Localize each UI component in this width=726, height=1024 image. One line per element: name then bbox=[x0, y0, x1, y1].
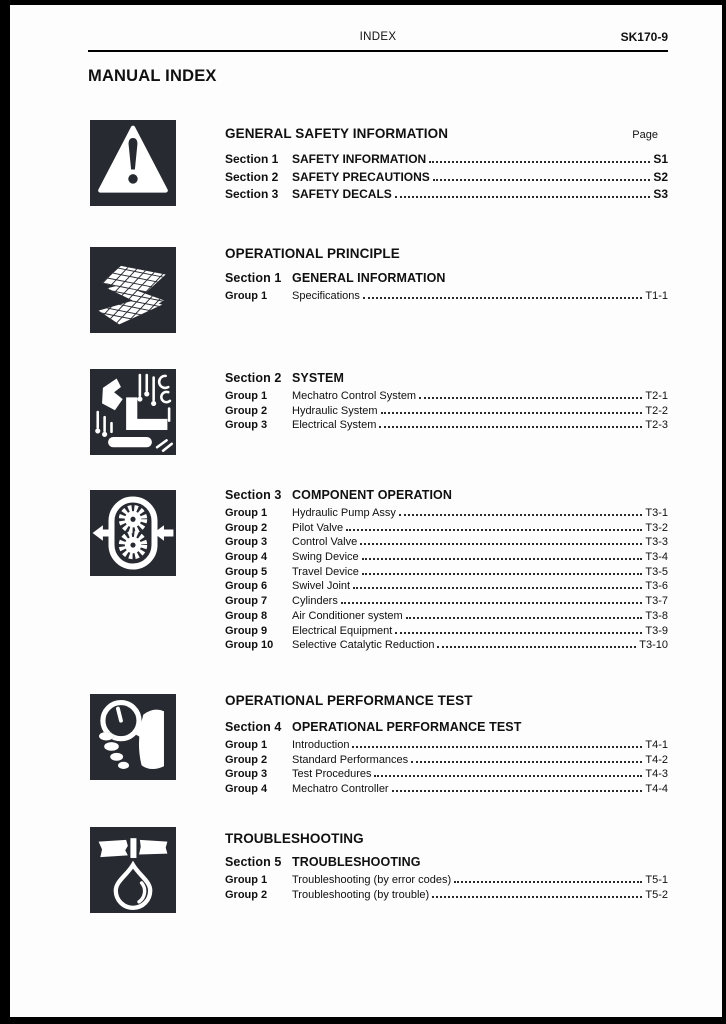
dot-leader bbox=[352, 746, 642, 748]
s-mark-logo-icon bbox=[90, 247, 176, 333]
scan-border-left bbox=[0, 0, 10, 1024]
entry-label: Group 1 bbox=[225, 290, 268, 302]
index-entry bbox=[225, 404, 668, 419]
dot-leader bbox=[395, 632, 642, 634]
entry-page: T3-3 bbox=[645, 536, 668, 549]
section-label: Section 4 bbox=[225, 720, 282, 734]
entry-title: Electrical System bbox=[292, 419, 377, 432]
block-title-row bbox=[225, 831, 668, 846]
entry-label: Group 9 bbox=[225, 624, 268, 637]
circuit-board-icon bbox=[90, 369, 176, 455]
dot-leader bbox=[379, 426, 642, 428]
dot-leader bbox=[362, 558, 643, 560]
entry-label: Section 2 bbox=[225, 169, 279, 184]
warning-triangle-icon bbox=[90, 120, 176, 206]
dot-leader bbox=[360, 543, 642, 545]
block-title: OPERATIONAL PRINCIPLE bbox=[225, 246, 400, 261]
entry-label: Group 3 bbox=[225, 536, 268, 549]
index-entry bbox=[225, 873, 668, 888]
dot-leader bbox=[411, 761, 642, 763]
entry-label: Group 10 bbox=[225, 639, 274, 652]
entry-title: Air Conditioner system bbox=[292, 609, 403, 622]
section-heading bbox=[225, 488, 668, 503]
entry-label: Group 1 bbox=[225, 507, 268, 519]
dot-leader bbox=[381, 412, 643, 414]
entry-page: T3-4 bbox=[645, 551, 668, 564]
index-entry bbox=[225, 535, 668, 550]
entry-page: T1-1 bbox=[645, 290, 668, 302]
index-entry bbox=[225, 565, 668, 580]
entry-title: Pilot Valve bbox=[292, 521, 344, 534]
index-entry bbox=[225, 550, 668, 565]
entry-page: S1 bbox=[653, 152, 668, 166]
dot-leader bbox=[454, 881, 642, 883]
index-entry bbox=[225, 521, 668, 536]
dot-leader bbox=[419, 397, 642, 399]
section-title: COMPONENT OPERATION bbox=[292, 488, 453, 502]
entry-page: T2-2 bbox=[645, 404, 668, 417]
section-heading bbox=[225, 855, 668, 870]
entry-title: Electrical Equipment bbox=[292, 624, 393, 637]
entry-page: T4-1 bbox=[645, 739, 668, 751]
entry-title: Specifications bbox=[292, 290, 360, 302]
index-entry bbox=[225, 888, 668, 903]
entry-title: Introduction bbox=[292, 739, 350, 751]
scan-border-right bbox=[722, 0, 726, 1024]
entry-label: Group 1 bbox=[225, 739, 268, 751]
section-label: Section 5 bbox=[225, 855, 282, 869]
entry-title: Troubleshooting (by trouble) bbox=[292, 888, 430, 901]
entry-label: Group 1 bbox=[225, 874, 268, 886]
entry-title: Travel Device bbox=[292, 565, 359, 578]
index-entry bbox=[225, 169, 668, 187]
dot-leader bbox=[395, 196, 651, 198]
section-title: OPERATIONAL PERFORMANCE TEST bbox=[292, 720, 522, 734]
entry-page: T3-5 bbox=[645, 565, 668, 578]
index-entry bbox=[225, 289, 668, 304]
index-entry bbox=[225, 506, 668, 521]
entry-label: Group 2 bbox=[225, 404, 268, 417]
index-entry bbox=[225, 609, 668, 624]
entry-page: S3 bbox=[653, 187, 668, 201]
entry-title: Standard Performances bbox=[292, 753, 409, 766]
entry-title: SAFETY INFORMATION bbox=[292, 152, 427, 166]
index-entry bbox=[225, 579, 668, 594]
block-system bbox=[225, 371, 668, 433]
section-heading bbox=[225, 720, 668, 735]
entry-label: Section 3 bbox=[225, 187, 279, 201]
entry-label: Group 4 bbox=[225, 783, 268, 796]
entry-page: T3-8 bbox=[645, 609, 668, 622]
index-entry bbox=[225, 151, 668, 169]
entry-title: SAFETY PRECAUTIONS bbox=[292, 169, 430, 184]
entry-title: SAFETY DECALS bbox=[292, 187, 392, 201]
section-title: GENERAL INFORMATION bbox=[292, 271, 446, 285]
entry-title: Mechatro Controller bbox=[292, 783, 389, 796]
dot-leader bbox=[432, 896, 642, 898]
block-operational-principle bbox=[225, 246, 668, 304]
entry-title: Cylinders bbox=[292, 595, 338, 608]
entry-title: Test Procedures bbox=[292, 768, 372, 781]
entry-label: Group 3 bbox=[225, 768, 268, 781]
entry-title: Swivel Joint bbox=[292, 580, 351, 593]
dot-leader bbox=[437, 646, 636, 648]
entry-label: Group 3 bbox=[225, 419, 268, 432]
index-entry bbox=[225, 638, 668, 653]
dot-leader bbox=[399, 514, 642, 516]
entry-title: Control Valve bbox=[292, 536, 358, 549]
block-general-safety-information bbox=[225, 126, 668, 204]
entry-label: Group 4 bbox=[225, 551, 268, 564]
block-operational-performance-test bbox=[225, 693, 668, 797]
entry-page: T4-2 bbox=[645, 753, 668, 766]
entry-page: T5-1 bbox=[645, 874, 668, 886]
index-entry bbox=[225, 782, 668, 797]
entry-page: T2-1 bbox=[645, 390, 668, 402]
index-entry bbox=[225, 767, 668, 782]
section-heading bbox=[225, 271, 668, 286]
index-entry bbox=[225, 418, 668, 433]
entry-label: Section 1 bbox=[225, 152, 279, 166]
header-rule bbox=[88, 50, 668, 52]
page-column-label: Page bbox=[632, 129, 658, 141]
entry-page: T2-3 bbox=[645, 419, 668, 432]
section-label: Section 3 bbox=[225, 488, 282, 502]
dot-leader bbox=[362, 573, 643, 575]
scan-border-bottom bbox=[0, 1017, 726, 1024]
entry-page: S2 bbox=[653, 169, 668, 184]
section-heading bbox=[225, 371, 668, 386]
page-title: MANUAL INDEX bbox=[88, 67, 217, 85]
dot-leader bbox=[392, 790, 643, 792]
entry-page: T4-3 bbox=[645, 768, 668, 781]
index-entry bbox=[225, 389, 668, 404]
block-title: OPERATIONAL PERFORMANCE TEST bbox=[225, 693, 473, 708]
block-troubleshooting bbox=[225, 831, 668, 902]
dot-leader bbox=[346, 529, 642, 531]
dot-leader bbox=[433, 179, 651, 181]
gear-pump-icon bbox=[90, 490, 176, 576]
entry-label: Group 6 bbox=[225, 580, 268, 593]
block-title-row bbox=[225, 246, 668, 261]
section-title: TROUBLESHOOTING bbox=[292, 855, 421, 869]
block-title-row bbox=[225, 693, 668, 708]
entry-label: Group 7 bbox=[225, 595, 268, 608]
dot-leader bbox=[406, 617, 643, 619]
model-code: SK170-9 bbox=[620, 30, 668, 44]
section-label: Section 2 bbox=[225, 371, 282, 385]
entry-title: Swing Device bbox=[292, 551, 359, 564]
index-entry bbox=[225, 594, 668, 609]
dot-leader bbox=[429, 161, 650, 163]
section-title: SYSTEM bbox=[292, 371, 344, 385]
entry-label: Group 1 bbox=[225, 390, 268, 402]
index-entry bbox=[225, 186, 668, 204]
block-title-row bbox=[225, 126, 668, 143]
index-entry bbox=[225, 753, 668, 768]
block-component-operation bbox=[225, 488, 668, 653]
entry-page: T3-1 bbox=[645, 507, 668, 519]
entry-page: T3-10 bbox=[639, 639, 668, 652]
entry-page: T3-6 bbox=[645, 580, 668, 593]
entry-page: T3-9 bbox=[645, 624, 668, 637]
entry-page: T3-2 bbox=[645, 521, 668, 534]
pipe-leak-icon bbox=[90, 827, 176, 913]
scan-border-top bbox=[0, 0, 726, 5]
entry-title: Selective Catalytic Reduction bbox=[292, 639, 435, 652]
entry-page: T3-7 bbox=[645, 595, 668, 608]
dot-leader bbox=[374, 775, 642, 777]
entry-page: T5-2 bbox=[645, 888, 668, 901]
dot-leader bbox=[353, 587, 642, 589]
entry-title: Hydraulic Pump Assy bbox=[292, 507, 396, 519]
index-entry bbox=[225, 738, 668, 753]
block-title: GENERAL SAFETY INFORMATION bbox=[225, 126, 449, 141]
entry-label: Group 2 bbox=[225, 888, 268, 901]
section-label: Section 1 bbox=[225, 271, 282, 285]
entry-title: Hydraulic System bbox=[292, 404, 378, 417]
block-title: TROUBLESHOOTING bbox=[225, 831, 364, 846]
entry-label: Group 2 bbox=[225, 753, 268, 766]
entry-label: Group 5 bbox=[225, 565, 268, 578]
running-header: INDEX bbox=[359, 31, 397, 43]
dot-leader bbox=[363, 297, 643, 299]
stopwatch-hand-icon bbox=[90, 694, 176, 780]
entry-title: Troubleshooting (by error codes) bbox=[292, 874, 452, 886]
entry-title: Mechatro Control System bbox=[292, 390, 417, 402]
entry-page: T4-4 bbox=[645, 783, 668, 796]
dot-leader bbox=[341, 602, 643, 604]
entry-label: Group 8 bbox=[225, 609, 268, 622]
entry-label: Group 2 bbox=[225, 521, 268, 534]
index-entry bbox=[225, 624, 668, 639]
